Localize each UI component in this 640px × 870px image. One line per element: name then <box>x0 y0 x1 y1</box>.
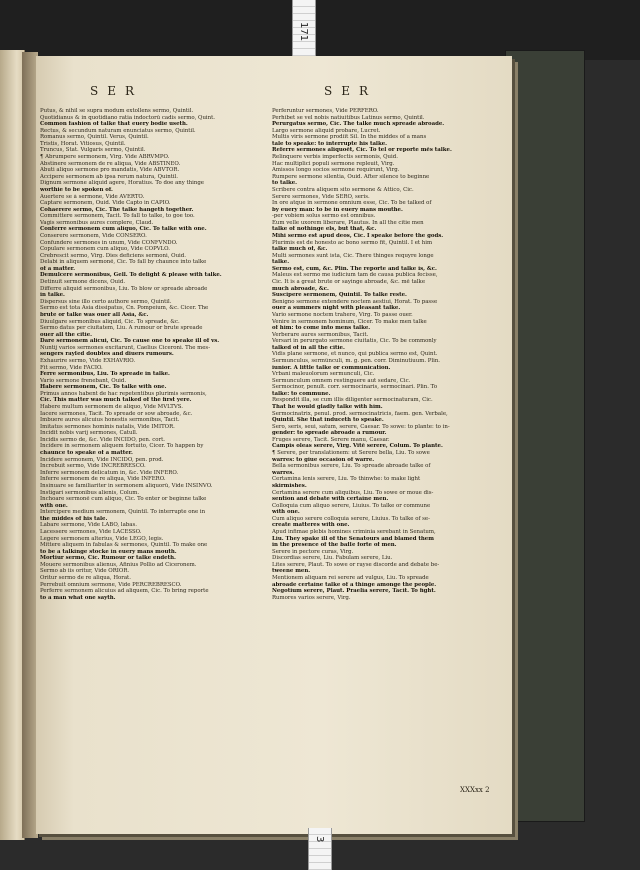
text-line: Insinuare se familiariter in sermonem aliquorũ, Vide INSINVO. <box>40 482 213 489</box>
text-line: Sermunculus, sermũnculi, m. g. pen. corr. Diminutiuum. Plin. <box>272 357 441 364</box>
text-line: Incidere in sermonem aliquem fortuito, Cicer. To happen by <box>40 443 204 450</box>
text-line: Copulare sermonem cum aliquo, Vide COPVLO. <box>40 246 170 253</box>
text-line: That he would gladly talke with him. <box>272 404 383 411</box>
running-header-left: SER <box>90 84 144 98</box>
text-line: Perurgatus sermo, Cic. The talke much spreade abroade. <box>272 121 445 128</box>
text-line: Legere sermonem alterius, Vide LEGO, legis. <box>40 535 164 542</box>
text-line: Captare sermonem, Ouid. Vide Capto in CAPIO. <box>40 200 171 207</box>
text-line: Habere multum sermonem de aliquo, Vide MVLTVS. <box>40 404 183 411</box>
text-line: tweene men. <box>272 568 311 575</box>
text-line: Iacere sermones, Tacit. To spreade or sow abroade, &c. <box>40 410 193 417</box>
text-line: warres: to giue occasion of warre. <box>272 456 375 463</box>
text-line: Increbuit sermo, Vide INCREBRESCO. <box>40 463 146 470</box>
text-line: Habere sermonem, Cic. To talke with one. <box>40 384 167 391</box>
text-line: Diuulgare sermonibus aliquid, Cic. To spreade, &c. <box>40 318 180 325</box>
text-line: of a matter. <box>40 265 75 272</box>
text-line: Relinquere verbis imperfectis sermonis, Quid. <box>272 154 398 161</box>
text-line: Perferre sermonem alicuius ad aliquem, Cic. To bring reporte <box>40 588 209 595</box>
text-line: the middes of his tale. <box>40 515 108 522</box>
text-line: to a man what one sayth. <box>40 594 116 601</box>
text-line: Sero, seris, seui, satum, serere, Caesar. To sowe: to plante: to in- <box>272 423 450 430</box>
text-line: Cum aliquo serere colloquia serere, Liuius. To talke of se- <box>272 515 430 522</box>
text-line: Perrebuit omnium sermone, Vide PERCREBRESCO. <box>40 581 182 588</box>
text-line: Maleus est sermo me iudicium tam de causa publica fecisse, <box>272 272 438 279</box>
text-line: create matteres with one. <box>272 522 350 529</box>
text-line: Incidere sermonem, Vide INCIDO, pen. prod. <box>40 456 164 463</box>
text-line: Inferre sermonem delicatum in, &c. Vide INFERO. <box>40 469 179 476</box>
text-line: Nuntij varios sermones excitarunt, Caelius Ciceroni. The mes- <box>40 344 211 351</box>
ruler-top-label: 171 <box>298 22 309 42</box>
text-line: talke much of, &c. <box>272 246 328 253</box>
text-line: Certamina lenis serere, Liu. To thinwhe: to make light <box>272 476 421 483</box>
text-line: Largo sermone aliquid probare, Lucret. <box>272 127 381 134</box>
text-line: sention and debate with certaine men. <box>272 496 389 503</box>
text-line: Confundere sermones in unum, Vide CONFVNDO. <box>40 239 178 246</box>
text-line: Negotium serere, Plaut. Praelia serere, Tacit. To fight. <box>272 588 436 595</box>
text-line: Perferuntur sermones, Vide PERFERO. <box>272 108 379 114</box>
text-line: Romanus sermo, Quintil. Verus, Quintil. <box>40 134 149 141</box>
text-line: Mittere aliquem in fabulas & sermones, Quintil. To make one <box>40 542 208 549</box>
text-line: Tristis, Horat. Vitiosus, Quintil. <box>40 140 126 147</box>
text-line: Incidis sermo de, &c. Vide INCIDO, pen. cort. <box>40 436 166 443</box>
text-line: Sermo ab iis oritur, Vide ORIOR. <box>40 568 130 575</box>
text-line: skirmishes. <box>272 482 307 489</box>
text-line: Versari in perurgato sermone ciuitatis, Cic. To be commonly <box>272 338 437 345</box>
text-line: Fruges serere, Tacit. Serere manu, Caesar. <box>272 436 390 443</box>
text-line: Incidit nobis varij sermones, Catull. <box>40 430 138 437</box>
text-line: gender: to spreade abroade a rumour. <box>272 430 387 437</box>
text-line: Sermunculum omnem restinguere aut sedare, Cic. <box>272 377 411 384</box>
text-line: Imitatus sermones hominis natalis, Vide IMITOR. <box>40 423 175 430</box>
text-line: Fit sermo, Vide FACIO. <box>40 364 103 371</box>
text-line: Labare sermone, Vide LABO, labas. <box>40 522 137 529</box>
text-line: Campis oleas serere, Virg. Vitẽ serere, Colum. To plante. <box>272 443 443 450</box>
text-line: Sermo est, cum, &c. Plin. The reporte and talke is, &c. <box>272 265 437 272</box>
text-line: Auertere se à sermone, Vide AVERTO. <box>40 193 145 200</box>
text-line: with one. <box>272 509 300 516</box>
text-line: iunior. A little talke or communication. <box>272 364 391 371</box>
text-line: Vario sermone noctem trahere, Virg. To passe ouer. <box>272 311 413 318</box>
text-line: tale to speake: to interrupte his talke. <box>272 140 388 147</box>
text-line: Bella sermonibus serere, Liu. To spreade abroade talke of <box>272 463 431 470</box>
text-line: talke of nothinge els, but that, &c. <box>272 226 377 233</box>
text-line: Vario sermone frenebant, Ouid. <box>40 377 127 384</box>
text-line: chaunce to speake of a matter. <box>40 450 133 457</box>
scale-ruler-top <box>292 0 316 56</box>
text-line: Rumpere sermone silentia, Ouid. After silence to beginne <box>272 173 430 180</box>
running-header-right: SER <box>324 84 378 98</box>
text-line: in talke. <box>40 292 65 299</box>
text-line: Ferre sermonibus, Liu. To spreade in talke. <box>40 371 170 378</box>
text-line: Respondit illa, se cum illis diligenter sermocinaturam, Cic. <box>272 397 433 404</box>
text-line: to talke. <box>272 180 298 187</box>
text-line: Referre sermones aliquoẽt, Cic. To tel or reporte mẽs talke. <box>272 147 452 154</box>
text-line: Cohaerere sermo, Cic. The talke hangeth together. <box>40 206 194 213</box>
text-line: Putus, & nihil se supra modum extollens sermo, Quintil. <box>40 108 194 114</box>
text-line: Colloquia cum aliquo serere, Liuius. To talke or commune <box>272 502 431 509</box>
text-line: Lacessere sermones, Vide LACESSO. <box>40 529 142 535</box>
text-line: -per vobiem solus sermo est omnibus. <box>272 213 376 220</box>
text-line: Scribere contra aliquem sito sermone & Attico, Cic. <box>272 186 414 193</box>
text-line: of him: to come into mens talke. <box>272 325 371 332</box>
text-line: Crebrescit sermo, Virg. Dies deficiens sermoni, Ouid. <box>40 252 186 259</box>
text-line: Mentionem aliquam rei serere ad vulgus, Liu. To spreade <box>272 575 429 582</box>
text-line: Lites serere, Plaut. To sowe or rayse discorde and debate be- <box>272 561 440 568</box>
text-line: Discordias serere, Liu. Fabulam serere, Liu. <box>272 555 393 562</box>
text-line: Hac multiplici populi sermone repleuit, Virg. <box>272 160 395 167</box>
text-line: Liu. They spake ill of the Senatours and blamed them <box>272 535 434 542</box>
text-line: abroade certaine talke of a thinge amonge the people. <box>272 581 437 588</box>
text-line: Rumores varios serere, Virg. <box>272 594 351 601</box>
text-line: Cic. This matter was much talked of the first yere. <box>40 397 192 404</box>
text-line: Exhaurire sermo, Vide EXHAVRIO. <box>40 357 136 364</box>
text-line: with one. <box>40 502 68 509</box>
text-line: Vrbani maleuolorum sermunculi, Cic. <box>272 371 375 378</box>
text-line: Dignum sermone aliquid agere, Horatius. To doe any thinge <box>40 180 205 187</box>
text-line: Eum velle uxorem liberare, Plautus. In all the citie men <box>272 219 424 226</box>
text-line: Conferre sermonem cum aliquo, Cic. To talke with one. <box>40 226 207 233</box>
text-line: sengers rayſed doubtes and diuers rumours. <box>40 351 174 358</box>
text-line: to be a talkinge stocke in euery mans mouth. <box>40 548 177 555</box>
text-line: Mouere sermonibus alienus, Afinius Pollio ad Ciceronem. <box>40 561 197 568</box>
text-line: Certamina serere cum aliquibus, Liu. To sowe or moue dis- <box>272 489 434 496</box>
text-line: Primus annos habent de hac repetentibus plurimis sermonis, <box>40 390 207 397</box>
text-line: Amissos longo socios sermone requirunt, Virg. <box>272 167 400 174</box>
text-line: Dare sermonem alicui, Cic. To cause one to speake ill of vs. <box>40 338 220 345</box>
text-line: Common fashion of talke that euery bodie useth. <box>40 121 188 128</box>
text-line: Conserere sermonem, Vide CONSERO. <box>40 232 147 239</box>
text-line: Perhibet se vel nobis natiuitibus Latinus sermo, Quintil. <box>272 114 425 121</box>
text-line: Sermo est tota Asia dissipatus, Cn. Pompeium, &c. Cicer. The <box>40 305 209 312</box>
text-line: Vagis sermonibus aures complere, Claud. <box>40 219 154 226</box>
text-line: Quotidianus & in quotidiano ratia indoctorũ cadis sermo, Quint. <box>40 114 216 121</box>
text-line: talked of in all the citie. <box>272 344 345 351</box>
text-line: Detinuit sermone dicens, Ouid. <box>40 279 126 286</box>
text-line: in the presence of the baſſe forte of men. <box>272 542 397 549</box>
text-line: warres. <box>272 469 295 476</box>
text-line: Apud infimae plebis homines criminia serebant in Senatum, <box>272 529 436 535</box>
text-line: ¶ Serere, per translationem: ut Serere bella, Liu. To sowe <box>272 450 430 457</box>
text-line: ouer all the citie. <box>40 331 93 338</box>
text-line: Sermo datus per ciuitatem, Liu. A rumour or brute spreade <box>40 325 203 332</box>
text-line: Multis viris sermone prodiĩt Sil. In the middes of a mans <box>272 134 427 141</box>
text-line: worthie to be spoken of. <box>40 186 113 193</box>
text-line: Plurimis est de honesto ac bono sermo fit, Quintil. I et him <box>272 239 433 246</box>
text-line: Inchoare sermonẽ cum aliquo, Cic. To enter or beginne talke <box>40 496 207 503</box>
text-line: Differre aliquid sermonibus, Liu. To blow or spreade abroade <box>40 285 208 292</box>
text-line: In ore atque in sermone omnium esse, Cic. To be talked of <box>272 200 432 207</box>
book-page <box>36 56 512 834</box>
text-line: by euery man: to be in euery mans mouthe. <box>272 206 403 213</box>
text-column-left <box>40 108 254 788</box>
text-line: ¶ Abrumpere sermonem, Virg. Vide ABRVMPO. <box>40 154 170 161</box>
text-line: Oritur sermo de re aliqua, Horat. <box>40 575 131 582</box>
book-cover-board <box>505 50 585 822</box>
text-line: Sermocinatrix, penul. prod. sermocinatricis, faem. gen. Verbale, <box>272 410 448 417</box>
text-line: ouer a summers night with pleasant talke. <box>272 305 401 312</box>
text-line: Quintil. She that induceth to speake. <box>272 417 384 424</box>
text-line: much abroade, &c. <box>272 285 329 292</box>
text-line: Committere sermonem, Tacit. To fall to talke, to goe too. <box>40 213 195 220</box>
text-line: Vidis plane sermone, et nunco, qui publica sermo est, Quint. <box>272 351 438 358</box>
text-line: Cic. It is a great brute or sayinge abroade, &c. mẽ talke <box>272 279 426 286</box>
text-line: Demulcere sermonibus, Gell. To delight & please with talke. <box>40 272 222 279</box>
text-line: Mihi sermo est apud deos, Cic. I speake before the gods. <box>272 232 444 239</box>
text-line: Imbuere aures alicuius honestis sermonibus, Tacit. <box>40 417 180 424</box>
text-line: Truncus, Stat. Vulgaris sermo, Quintil. <box>40 147 146 154</box>
text-line: Abstinere sermonem de re aliqua, Vide ABSTINEO. <box>40 160 181 167</box>
text-line: Delabi in aliquem sermonẽ, Cic. To fall by chaunce into talke <box>40 259 207 266</box>
text-line: Intercipere medium sermonem, Quintil. To interrupte one in <box>40 509 206 516</box>
text-line: talke. <box>272 259 290 266</box>
text-line: brute or talke was ouer all Asia, &c. <box>40 311 149 318</box>
text-line: talke: to commune. <box>272 390 331 397</box>
text-line: Venire in sermonem hominum, Cicer. To make men talke <box>272 318 427 325</box>
text-line: Serere sermones, Vide SERO, seris. <box>272 193 370 200</box>
text-line: Instigari sermonibus alienis, Colum. <box>40 489 140 496</box>
text-line: Mortiur sermo, Cic. Rumour or talke endeth. <box>40 555 176 562</box>
scale-ruler-bottom <box>308 828 332 870</box>
text-line: Abuti aliquo sermone pro mandatis, Vide ABVTOR. <box>40 167 180 174</box>
text-line: Accipere sermonem ab ipsa rerum natura, Quintil. <box>40 173 178 180</box>
text-line: Verberare aures sermonibus, Tacit. <box>272 331 369 338</box>
text-line: Suscipere sermonem, Quintil. To talke reste. <box>272 292 407 299</box>
text-line: Rectus, & secundum naturam enunciatus sermo, Quintil. <box>40 127 196 134</box>
text-column-right <box>272 108 486 788</box>
text-line: Sermocinor, penult. corr. sermocinaris, sermocinari. Plin. To <box>272 384 438 391</box>
text-line: Inferre sermonem de re aliqua, Vide INFERO. <box>40 476 166 483</box>
signature-mark: XXXxx 2 <box>460 786 490 794</box>
ruler-bottom-label: 3 <box>314 836 325 843</box>
text-line: Dispersus sine illo certo authore sermo, Quintil. <box>40 298 172 305</box>
text-line: Benigno sermone extendere noctem aestiui, Horat. To passe <box>272 298 438 305</box>
text-line: Multi sermones sunt ista, Cic. There thinges requyre longe <box>272 252 434 259</box>
text-line: Serere in pectore curas, Virg. <box>272 548 354 555</box>
